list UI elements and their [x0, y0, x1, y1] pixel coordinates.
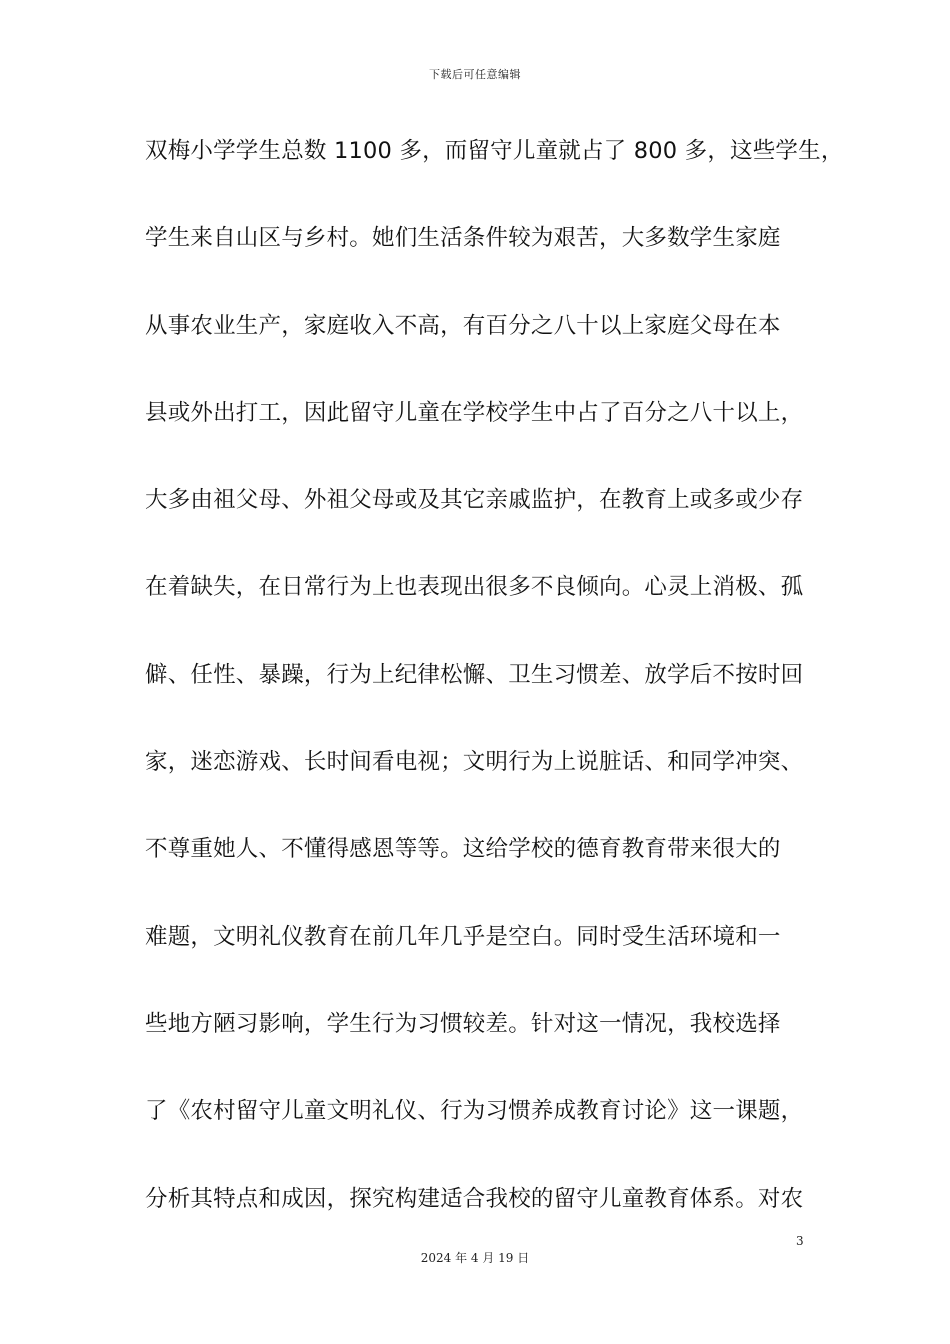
text-line: 不尊重她人、不懂得感恩等等。这给学校的德育教育带来很大的	[145, 836, 781, 863]
page-footer-date: 2024 年 4 月 19 日	[420, 1251, 530, 1265]
page-header: 下载后可任意编辑	[429, 68, 521, 81]
text-line: 县或外出打工，因此留守儿童在学校学生中占了百分之八十以上，	[145, 399, 804, 426]
text-line: 难题，文明礼仪教育在前几年几乎是空白。同时受生活环境和一	[145, 923, 781, 950]
text-line: 从事农业生产，家庭收入不高，有百分之八十以上家庭父母在本	[145, 312, 781, 339]
text-line: 僻、任性、暴躁，行为上纪律松懈、卫生习惯差、放学后不按时回	[145, 661, 804, 688]
text-line: 些地方陋习影响，学生行为习惯较差。针对这一情况，我校选择	[145, 1010, 781, 1037]
text-line: 学生来自山区与乡村。她们生活条件较为艰苦，大多数学生家庭	[145, 225, 781, 252]
text-line: 家，迷恋游戏、长时间看电视；文明行为上说脏话、和同学冲突、	[145, 749, 804, 776]
page-number: 3	[796, 1234, 804, 1248]
text-line: 双梅小学学生总数 1100 多，而留守儿童就占了 800 多，这些学生，	[145, 138, 844, 164]
text-line: 大多由祖父母、外祖父母或及其它亲戚监护，在教育上或多或少存	[145, 487, 804, 514]
text-line: 分析其特点和成因，探究构建适合我校的留守儿童教育体系。对农	[145, 1185, 804, 1212]
text-line: 在着缺失，在日常行为上也表现出很多不良倾向。心灵上消极、孤	[145, 574, 804, 601]
text-line: 了《农村留守儿童文明礼仪、行为习惯养成教育讨论》这一课题，	[145, 1098, 804, 1125]
body-text	[145, 128, 844, 1263]
